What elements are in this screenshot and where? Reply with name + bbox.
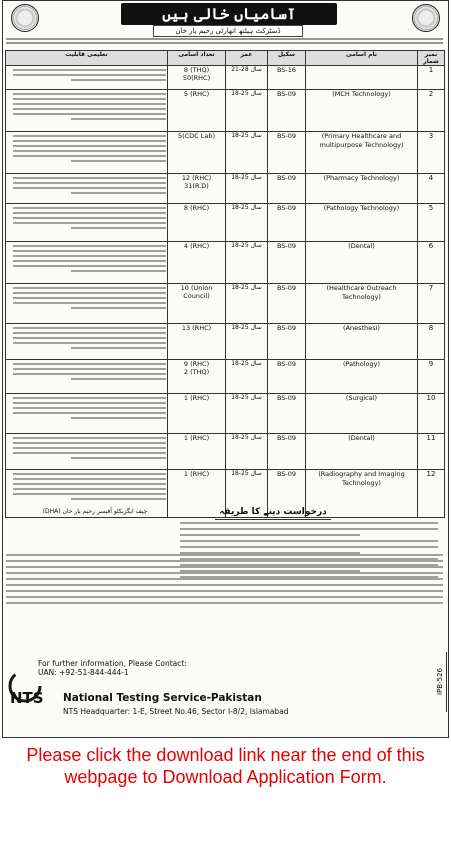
text-line (71, 378, 166, 380)
posts-count: 1 (RHC) (183, 434, 210, 442)
post-title-cell: (Pharmacy Technology) (306, 174, 418, 204)
age-cell: 18-25 سال (226, 324, 268, 360)
age-cell: 18-25 سال (226, 470, 268, 518)
header-serial: نمبر شمار (418, 51, 445, 66)
age-cell: 18-25 سال (226, 434, 268, 470)
table-row (6, 66, 445, 90)
scale-cell: BS-09 (268, 204, 306, 242)
text-line (13, 302, 166, 304)
scale-cell: BS-09 (268, 324, 306, 360)
text-line (13, 69, 166, 71)
qualification-cell (6, 242, 168, 284)
text-line (13, 222, 166, 224)
intro-paragraph (6, 38, 443, 48)
text-line (13, 447, 166, 449)
header-scale: سکیل (268, 51, 306, 66)
serial-cell: 10 (418, 394, 445, 434)
post-title-cell: (MCH Technology) (306, 90, 418, 132)
text-line (13, 217, 166, 219)
table-row (6, 204, 445, 242)
text-line (180, 540, 438, 542)
serial-cell: 11 (418, 434, 445, 470)
text-line (13, 483, 166, 485)
text-line (71, 417, 166, 419)
post-title-cell: (Primary Healthcare and multipurpose Technology) (306, 132, 418, 174)
posts-cell (168, 324, 226, 360)
table-row (6, 434, 445, 470)
posts-count: 50(RHC) (182, 74, 211, 82)
text-line (13, 245, 166, 247)
text-line (13, 135, 166, 137)
text-line (180, 570, 360, 572)
contact-info (38, 659, 187, 677)
age-cell: 18-25 سال (226, 90, 268, 132)
posts-count: 13 (RHC) (181, 324, 212, 332)
table-row (6, 174, 445, 204)
logo-text: NTS (10, 689, 44, 706)
text-line (71, 307, 166, 309)
text-line (13, 255, 166, 257)
header-age: عمر (226, 51, 268, 66)
text-line (13, 488, 166, 490)
scale-cell: BS-09 (268, 132, 306, 174)
text-line (13, 113, 166, 115)
text-line (13, 342, 166, 344)
age-cell: 18-25 سال (226, 204, 268, 242)
post-title-cell: (Anesthesi) (306, 324, 418, 360)
text-line (13, 442, 166, 444)
qualification-cell (6, 324, 168, 360)
text-line (13, 493, 166, 495)
text-line (180, 558, 438, 560)
posts-count: 5 (RHC) (183, 90, 210, 98)
scale-cell: BS-09 (268, 90, 306, 132)
nts-logo-icon (8, 666, 52, 706)
download-notice: Please click the download link near the end of this webpage to Download Application Form. (26, 745, 425, 787)
post-title-cell: (Pathology) (306, 360, 418, 394)
text-line (13, 182, 166, 184)
serial-cell: 8 (418, 324, 445, 360)
text-line (6, 554, 443, 556)
text-line (180, 522, 438, 524)
how-to-apply-title: درخواست دینے کا طریقہ (215, 507, 331, 520)
text-line (13, 437, 166, 439)
text-line (13, 402, 166, 404)
text-line (71, 79, 166, 81)
post-title-cell (306, 66, 418, 90)
text-line (13, 250, 166, 252)
posts-cell (168, 360, 226, 394)
text-line (180, 534, 360, 536)
organization-address: NTS Headquarter: 1-E, Street No.46, Sector I-8/2, Islamabad (63, 707, 289, 716)
text-line (13, 93, 166, 95)
table-row (6, 360, 445, 394)
posts-cell (168, 204, 226, 242)
text-line (13, 145, 166, 147)
text-line (13, 407, 166, 409)
text-line (13, 187, 166, 189)
text-line (71, 270, 166, 272)
text-line (13, 292, 166, 294)
posts-count: 31(R.D) (184, 182, 209, 190)
age-cell: 21-28 سال (226, 66, 268, 90)
serial-cell: 9 (418, 360, 445, 394)
text-line (13, 140, 166, 142)
posts-count: 8 (THQ) (183, 66, 210, 74)
text-line (13, 207, 166, 209)
text-line (6, 590, 443, 592)
text-line (13, 287, 166, 289)
text-line (13, 452, 166, 454)
post-title-cell: (Pathology Technology) (306, 204, 418, 242)
authority-title: ڈسٹرکٹ ہیلتھ اتھارٹی رحیم یار خان (153, 25, 303, 37)
contact-uan: UAN: +92-51-844-444-1 (38, 668, 129, 677)
post-title-cell: (Dental) (306, 242, 418, 284)
scale-cell: BS-09 (268, 470, 306, 518)
header-qualification: تعلیمی قابلیت (6, 51, 168, 66)
advertisement-code: IPB-526 (434, 652, 447, 712)
table-row (6, 324, 445, 360)
scale-cell: BS-09 (268, 174, 306, 204)
table-row (6, 284, 445, 324)
text-line (13, 260, 166, 262)
text-line (6, 560, 443, 562)
table-row (6, 90, 445, 132)
text-line (13, 150, 166, 152)
vacancies-banner (121, 3, 337, 25)
posts-cell (168, 66, 226, 90)
vacancy-table (5, 50, 445, 518)
issuing-authority: (DHA) چیف ایگزیکٹو آفیسر رحیم یار خان (42, 508, 148, 515)
posts-count: 2 (THQ) (183, 368, 210, 376)
text-line (13, 265, 166, 267)
post-title-cell: (Surgical) (306, 394, 418, 434)
text-line (6, 596, 443, 598)
text-line (13, 337, 166, 339)
text-line (13, 373, 166, 375)
text-line (6, 584, 443, 586)
posts-count: 9 (RHC) (183, 360, 210, 368)
posts-count: 4 (RHC) (183, 242, 210, 250)
qualification-cell (6, 394, 168, 434)
qualification-cell (6, 132, 168, 174)
qualification-cell (6, 434, 168, 470)
posts-count: 10 (Union (180, 284, 213, 292)
posts-count: 5(CDC Lab) (177, 132, 216, 140)
table-row (6, 132, 445, 174)
post-title-cell: (Healthcare Outreach Technology) (306, 284, 418, 324)
text-line (180, 528, 438, 530)
text-line (13, 368, 166, 370)
serial-cell: 12 (418, 470, 445, 518)
text-line (13, 212, 166, 214)
text-line (13, 108, 166, 110)
text-line (13, 363, 166, 365)
serial-cell: 6 (418, 242, 445, 284)
scale-cell: BS-09 (268, 360, 306, 394)
table-header-row (6, 51, 445, 66)
qualification-cell (6, 174, 168, 204)
text-line (6, 578, 443, 580)
text-line (13, 98, 166, 100)
posts-cell (168, 434, 226, 470)
text-line (71, 347, 166, 349)
text-line (13, 177, 166, 179)
text-line (71, 457, 166, 459)
posts-cell (168, 90, 226, 132)
post-title-cell: (Dental) (306, 434, 418, 470)
posts-count: 1 (RHC) (183, 394, 210, 402)
serial-cell: 2 (418, 90, 445, 132)
text-line (13, 327, 166, 329)
text-line (13, 74, 166, 76)
scale-cell: BS-09 (268, 284, 306, 324)
posts-count: 1 (RHC) (183, 470, 210, 478)
age-cell: 18-25 سال (226, 242, 268, 284)
text-line (13, 297, 166, 299)
age-cell: 18-25 سال (226, 174, 268, 204)
banner-title: آسامیاں خالی ہیں (162, 5, 296, 23)
scale-cell: BS-09 (268, 394, 306, 434)
age-cell: 18-25 سال (226, 394, 268, 434)
serial-cell: 3 (418, 132, 445, 174)
text-line (13, 397, 166, 399)
text-line (6, 572, 443, 574)
text-line (71, 118, 166, 120)
text-line (13, 412, 166, 414)
posts-cell (168, 394, 226, 434)
age-cell: 18-25 سال (226, 132, 268, 174)
header-posts: تعداد آسامی (168, 51, 226, 66)
text-line (13, 473, 166, 475)
table-row (6, 394, 445, 434)
scale-cell: BS-09 (268, 242, 306, 284)
text-line (180, 576, 438, 578)
serial-cell: 1 (418, 66, 445, 90)
qualification-cell (6, 284, 168, 324)
text-line (13, 103, 166, 105)
serial-cell: 4 (418, 174, 445, 204)
text-line (71, 498, 166, 500)
posts-cell (168, 174, 226, 204)
government-seal-icon (11, 4, 39, 32)
text-line (6, 602, 443, 604)
text-line (6, 566, 443, 568)
text-line (13, 478, 166, 480)
qualification-cell (6, 204, 168, 242)
age-cell: 18-25 سال (226, 360, 268, 394)
serial-cell: 5 (418, 204, 445, 242)
scale-cell: BS-09 (268, 434, 306, 470)
qualification-cell (6, 360, 168, 394)
qualification-cell (6, 90, 168, 132)
text-line (180, 564, 438, 566)
scale-cell: BS-16 (268, 66, 306, 90)
text-line (180, 552, 360, 554)
table-row (6, 242, 445, 284)
qualification-cell (6, 66, 168, 90)
posts-cell (168, 132, 226, 174)
text-line (13, 332, 166, 334)
posts-cell (168, 242, 226, 284)
text-line (71, 160, 166, 162)
posts-count: Council) (183, 292, 210, 300)
text-line (13, 155, 166, 157)
posts-count: 8 (RHC) (183, 204, 210, 212)
text-line (71, 192, 166, 194)
text-line (180, 546, 438, 548)
posts-count: 12 (RHC) (181, 174, 212, 182)
contact-line: For further information, Please Contact: (38, 659, 187, 668)
posts-cell (168, 284, 226, 324)
serial-cell: 7 (418, 284, 445, 324)
age-cell: 18-25 سال (226, 284, 268, 324)
organization-name: National Testing Service-Pakistan (63, 692, 262, 704)
government-seal-icon (412, 4, 440, 32)
post-title-cell: (Radiography and Imaging Technology) (306, 470, 418, 518)
text-line (71, 227, 166, 229)
header-post-title: نام آسامی (306, 51, 418, 66)
